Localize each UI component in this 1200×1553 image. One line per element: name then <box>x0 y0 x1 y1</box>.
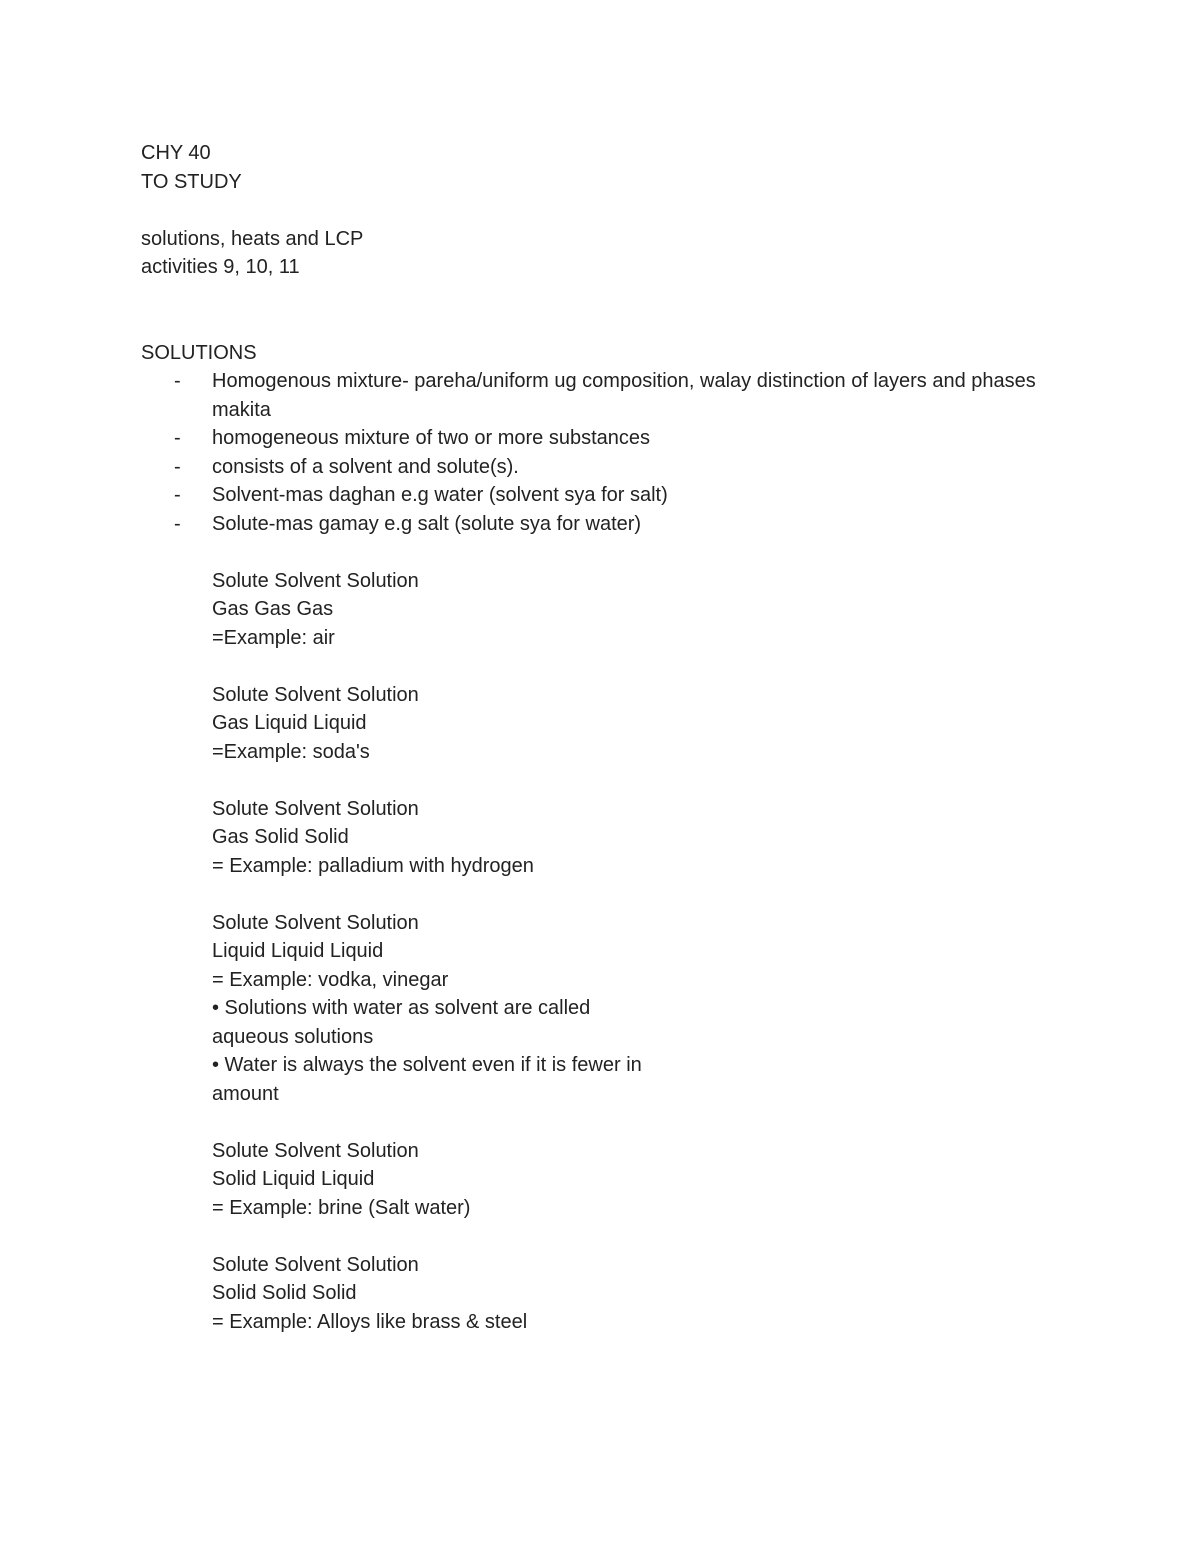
example-note: aqueous solutions <box>212 1025 374 1048</box>
example-block <box>141 681 1041 767</box>
study-heading: TO STUDY <box>141 170 242 193</box>
list-item <box>141 424 1042 453</box>
list-item <box>141 481 1042 510</box>
spacer <box>141 1222 1041 1251</box>
document-content <box>141 139 1041 1336</box>
example-note: amount <box>212 1082 279 1105</box>
list-item <box>141 453 1042 482</box>
example-block <box>141 1137 1041 1223</box>
example-types: Liquid Liquid Liquid <box>212 940 384 962</box>
bullet-dash: - <box>174 484 181 506</box>
example-text: =Example: soda's <box>212 740 370 763</box>
bullet-dash: - <box>174 512 181 535</box>
example-block <box>141 567 1041 653</box>
list-item <box>141 510 1042 539</box>
solutions-heading: SOLUTIONS <box>141 341 257 364</box>
spacer <box>141 1108 1041 1137</box>
spacer <box>141 880 1041 909</box>
list-item <box>141 367 1042 424</box>
spacer <box>141 282 1041 311</box>
activities-line: activities 9, 10, 11 <box>141 256 300 278</box>
example-text: = Example: vodka, vinegar <box>212 968 449 991</box>
example-text: = Example: brine (Salt water) <box>212 1196 471 1219</box>
example-text: =Example: air <box>212 626 335 649</box>
bullet-dash: - <box>174 427 181 449</box>
spacer <box>141 196 1041 225</box>
topics-line: solutions, heats and LCP <box>141 227 364 250</box>
spacer <box>141 766 1041 795</box>
example-types: Solid Solid Solid <box>212 1282 357 1304</box>
bullet-text: Solute-mas gamay e.g salt (solute sya for water) <box>212 512 642 535</box>
bullet-dash: - <box>174 455 181 478</box>
solutions-bullet-list <box>141 367 1041 538</box>
bullet-text: Homogenous mixture- pareha/uniform ug composition, walay distinction of layers and phases makita <box>212 370 1036 421</box>
example-block <box>141 1251 1041 1337</box>
example-text: = Example: Alloys like brass & steel <box>212 1310 528 1333</box>
example-header: Solute Solvent Solution <box>212 797 419 820</box>
bullet-text: homogeneous mixture of two or more substances <box>212 427 650 449</box>
example-note: • Water is always the solvent even if it is fewer in <box>212 1054 642 1076</box>
example-types: Gas Solid Solid <box>212 826 349 848</box>
spacer <box>141 310 1041 339</box>
spacer <box>141 652 1041 681</box>
example-text: = Example: palladium with hydrogen <box>212 854 534 877</box>
example-types: Gas Liquid Liquid <box>212 712 367 734</box>
example-header: Solute Solvent Solution <box>212 1253 419 1276</box>
bullet-text: Solvent-mas daghan e.g water (solvent sya for salt) <box>212 484 668 506</box>
spacer <box>141 538 1041 567</box>
bullet-dash: - <box>174 370 181 392</box>
example-header: Solute Solvent Solution <box>212 1139 419 1162</box>
example-block <box>141 795 1041 881</box>
example-types: Gas Gas Gas <box>212 598 334 620</box>
course-title: CHY 40 <box>141 142 211 164</box>
example-block <box>141 909 1041 1109</box>
example-header: Solute Solvent Solution <box>212 683 419 706</box>
example-types: Solid Liquid Liquid <box>212 1168 375 1190</box>
example-header: Solute Solvent Solution <box>212 569 419 592</box>
example-note: • Solutions with water as solvent are called <box>212 997 591 1019</box>
bullet-text: consists of a solvent and solute(s). <box>212 455 519 478</box>
example-header: Solute Solvent Solution <box>212 911 419 934</box>
